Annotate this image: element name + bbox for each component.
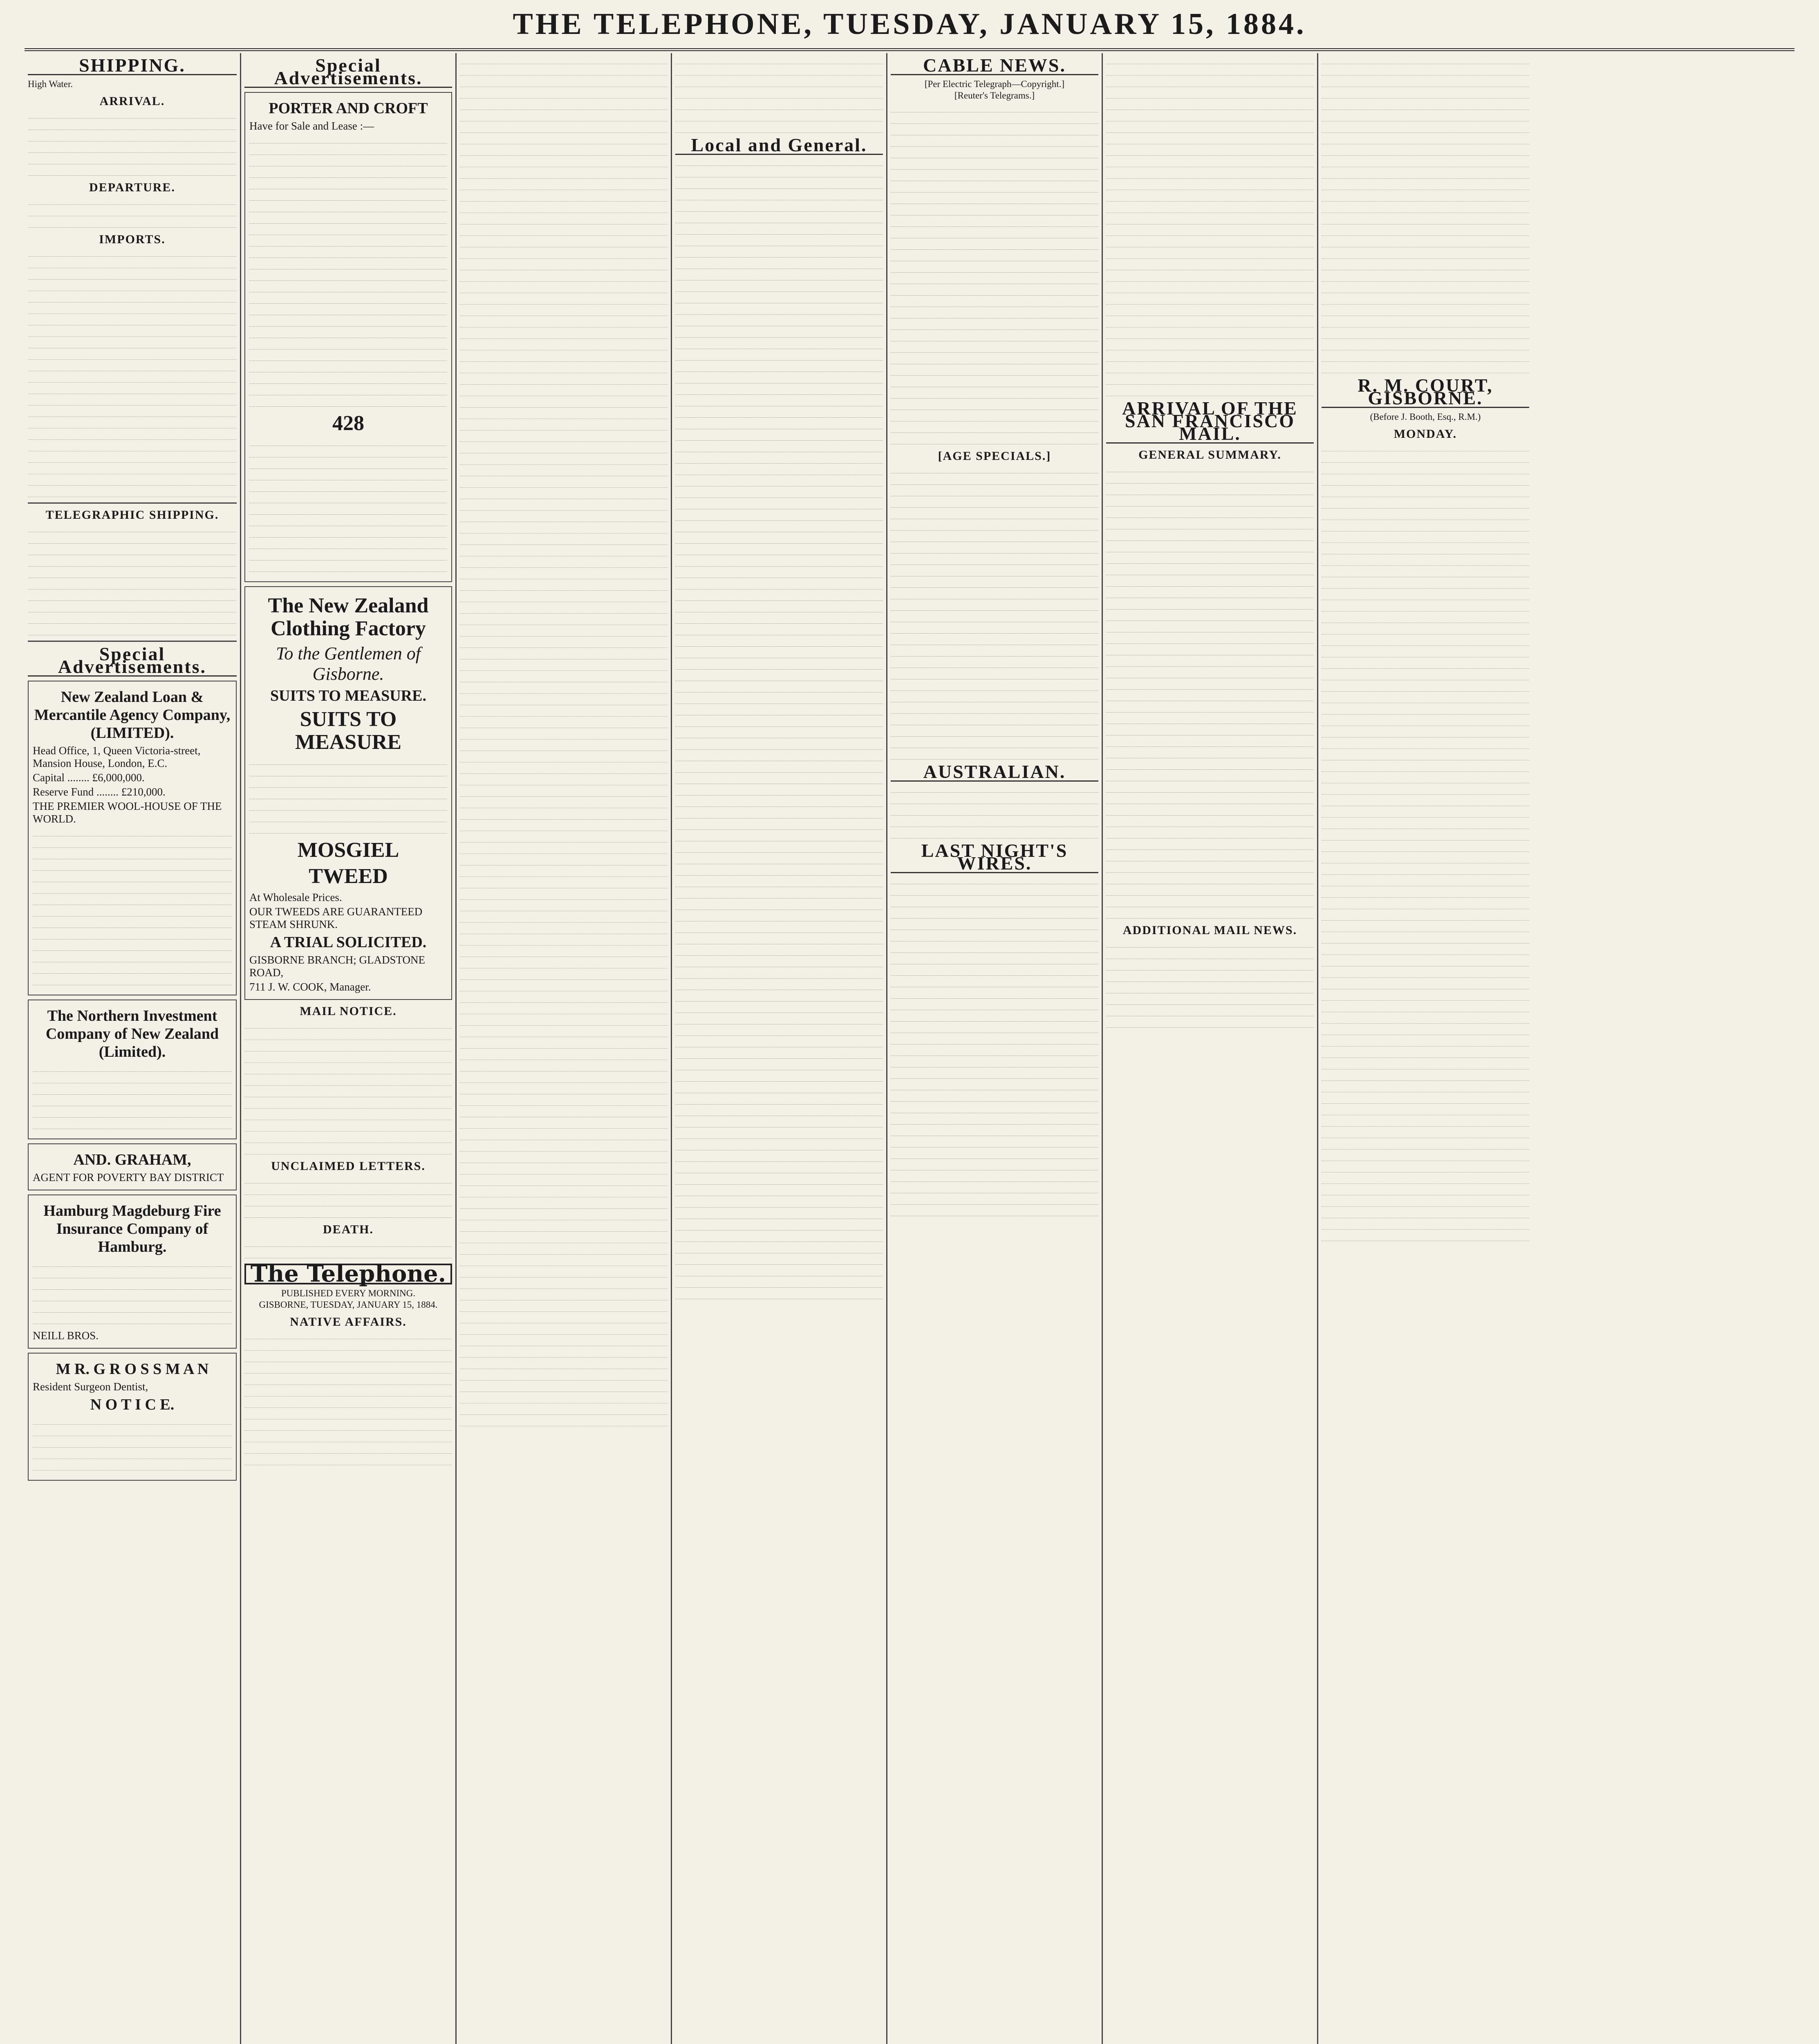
additional-mail-heading: ADDITIONAL MAIL NEWS. — [1122, 923, 1297, 937]
factory-title: The New Zealand Clothing Factory — [268, 594, 429, 640]
reuter-telegrams: [Reuter's Telegrams.] — [954, 90, 1035, 101]
gisborne-branch: GISBORNE BRANCH; GLADSTONE ROAD, — [249, 954, 426, 979]
suits-to-measure-1: SUITS TO MEASURE. — [270, 687, 426, 704]
death-text — [244, 1241, 452, 1258]
column-6 — [1102, 53, 1317, 2044]
capital: Capital ........ £6,000,000. — [33, 771, 145, 784]
column-5 — [886, 53, 1102, 2044]
arrival-text — [28, 112, 237, 176]
court-text — [1322, 445, 1529, 1241]
australian-text — [891, 787, 1098, 838]
porter-croft-title: PORTER AND CROFT — [269, 100, 428, 117]
telephone-logo: The Telephone. — [244, 1264, 452, 1284]
column-6-top — [1106, 58, 1314, 396]
acres-428: 428 — [332, 412, 364, 435]
cable-news-heading: CABLE NEWS. — [891, 59, 1098, 75]
grossman-name: M R. G R O S S M A N — [56, 1360, 209, 1378]
general-summary-heading: GENERAL SUMMARY. — [1138, 448, 1281, 462]
reserve-fund: Reserve Fund ........ £210,000. — [33, 786, 166, 798]
northern-title: The Northern Investment Company of New Zealand (Limited). — [45, 1007, 219, 1060]
imports-heading: IMPORTS. — [99, 233, 166, 246]
special-ads-heading-2: Special Advertisements. — [244, 59, 452, 88]
monday-heading: MONDAY. — [1393, 427, 1457, 441]
head-office: Head Office, 1, Queen Victoria-street, Mansion House, London, E.C. — [33, 744, 201, 769]
telegraphic-shipping-heading: TELEGRAPHIC SHIPPING. — [45, 508, 219, 522]
hamburg-title: Hamburg Magdeburg Fire Insurance Company of Hamburg. — [43, 1202, 221, 1255]
local-general-heading: Local and General. — [675, 139, 883, 155]
mosgiel: MOSGIEL — [297, 838, 399, 862]
column-7 — [1317, 53, 1532, 2044]
hamburg-ad — [28, 1195, 237, 1349]
nz-loan-title: New Zealand Loan & Mercantile Agency Company, (LIMITED). — [34, 688, 231, 742]
before-line: (Before J. Booth, Esq., R.M.) — [1370, 412, 1481, 422]
death-heading: DEATH. — [323, 1223, 374, 1236]
last-wires-text — [891, 878, 1098, 1216]
column-1 — [25, 53, 240, 2044]
northern-investment-ad — [28, 1000, 237, 1139]
column-3-body — [460, 58, 668, 1426]
guaranteed: OUR TWEEDS ARE GUARANTEED STEAM SHRUNK. — [249, 905, 423, 930]
porter-croft-sale: Have for Sale and Lease :— — [249, 120, 374, 132]
nz-loan-ad — [28, 681, 237, 995]
mail-notice-text — [244, 1022, 452, 1154]
unclaimed-text — [244, 1177, 452, 1218]
grossman-ad — [28, 1353, 237, 1481]
graham-agent: AGENT FOR POVERTY BAY DISTRICT — [33, 1171, 224, 1183]
published-line: PUBLISHED EVERY MORNING. — [281, 1288, 416, 1298]
suits-to-measure-2: SUITS TO MEASURE — [295, 708, 402, 754]
masthead: THE TELEPHONE, TUESDAY, JANUARY 15, 1884. — [25, 0, 1794, 51]
rm-court-heading: R. M. COURT, GISBORNE. — [1322, 379, 1529, 408]
arrival-sf-heading: ARRIVAL OF THE SAN FRANCISCO MAIL. — [1106, 402, 1314, 444]
mail-notice-heading: MAIL NOTICE. — [300, 1004, 397, 1018]
telegraphic-shipping-text — [28, 526, 237, 635]
column-4-top — [675, 58, 883, 133]
cable-news-text — [891, 106, 1098, 444]
clothing-factory-ad — [244, 586, 452, 1000]
trial-solicited: A TRIAL SOLICITED. — [270, 934, 427, 951]
high-water: High Water. — [28, 79, 73, 89]
general-summary-text — [1106, 466, 1314, 919]
premier-wool: THE PREMIER WOOL-HOUSE OF THE WORLD. — [33, 800, 222, 825]
column-3 — [455, 53, 671, 2044]
neill-bros: NEILL BROS. — [33, 1329, 99, 1342]
age-specials-heading: [AGE SPECIALS.] — [938, 449, 1051, 463]
departure-heading: DEPARTURE. — [89, 181, 175, 194]
graham-ad — [28, 1143, 237, 1190]
native-affairs-heading: NATIVE AFFAIRS. — [290, 1315, 407, 1329]
tweed: TWEED — [309, 865, 388, 888]
last-wires-heading: LAST NIGHT'S WIRES. — [891, 844, 1098, 873]
shipping-heading: SHIPPING. — [28, 59, 237, 75]
age-specials-text — [891, 467, 1098, 760]
wholesale: At Wholesale Prices. — [249, 891, 342, 903]
native-affairs-text — [244, 1333, 452, 1465]
dateline: GISBORNE, TUESDAY, JANUARY 15, 1884. — [259, 1300, 438, 1310]
column-container — [25, 53, 1794, 2044]
column-2 — [240, 53, 455, 2044]
australian-heading: AUSTRALIAN. — [891, 765, 1098, 782]
local-general-text — [675, 160, 883, 1299]
departure-text — [28, 199, 237, 228]
additional-mail-text — [1106, 941, 1314, 1028]
imports-text — [28, 251, 237, 497]
grossman-notice: N O T I C E. — [90, 1396, 175, 1413]
graham-name: AND. GRAHAM, — [73, 1151, 191, 1168]
arrival-heading: ARRIVAL. — [99, 94, 165, 108]
unclaimed-heading: UNCLAIMED LETTERS. — [271, 1159, 426, 1173]
electric-telegraph: [Per Electric Telegraph—Copyright.] — [924, 79, 1065, 89]
branch-manager: 711 J. W. COOK, Manager. — [249, 981, 371, 993]
column-7-top — [1322, 58, 1529, 373]
special-ads-heading-1: Special Advertisements. — [28, 648, 237, 677]
porter-croft-ad — [244, 92, 452, 582]
gentlemen-line: To the Gentlemen of Gisborne. — [276, 643, 421, 684]
grossman-dentist: Resident Surgeon Dentist, — [33, 1381, 148, 1393]
column-4 — [671, 53, 886, 2044]
